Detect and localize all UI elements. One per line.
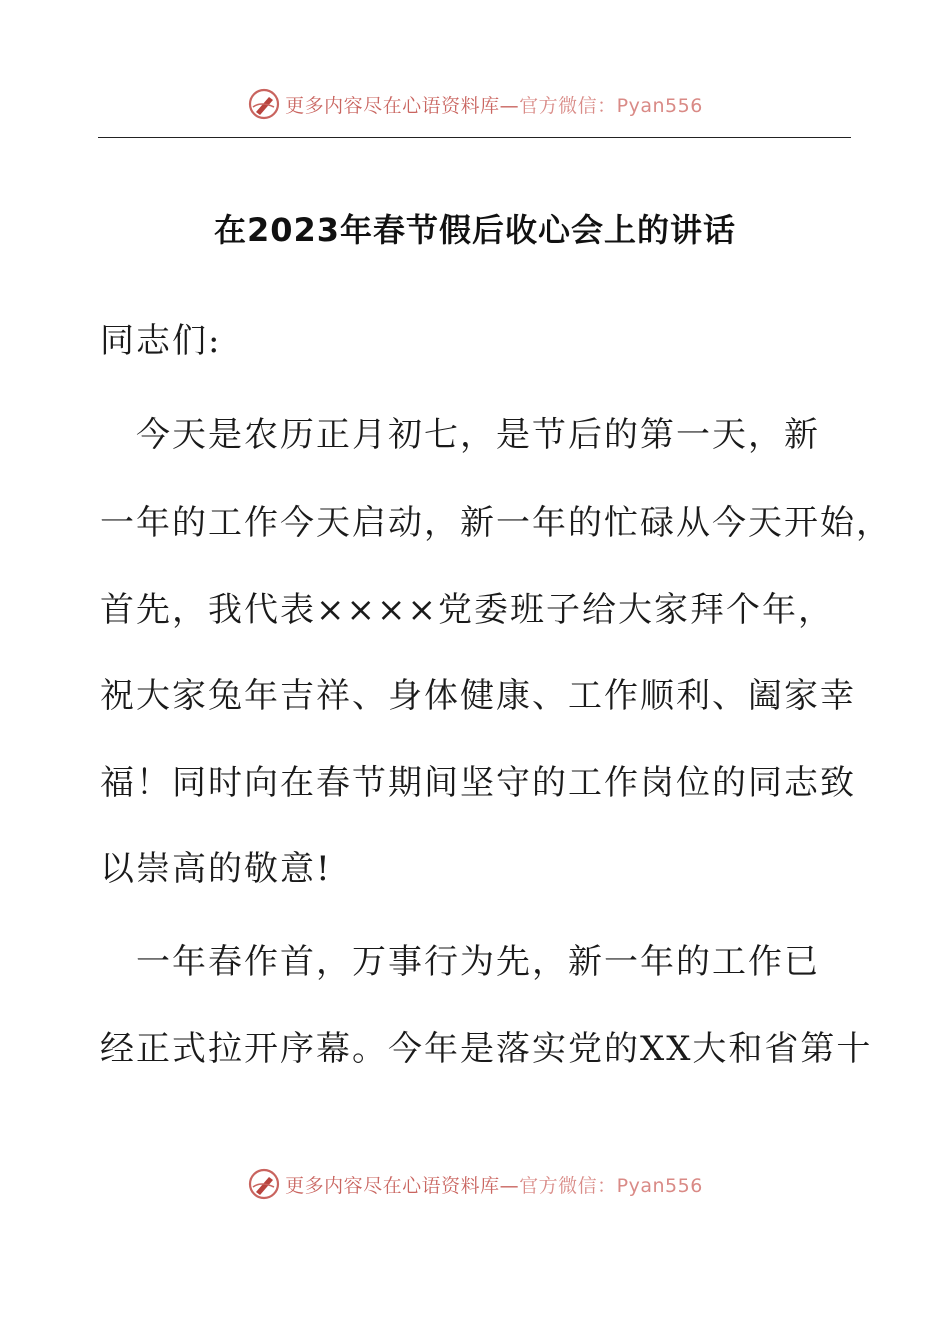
salutation: 同志们: [100,321,222,361]
body-line: 首先，我代表××××党委班子给大家拜个年， [100,590,834,630]
body-line: 一年的工作今天启动，新一年的忙碌从今天开始， [100,503,892,543]
header-banner-lead: 更多内容尽在心语资料库 [285,94,500,117]
footer-banner [0,1164,950,1204]
pen-circle-logo-icon [247,1167,281,1201]
footer-banner-lead: 更多内容尽在心语资料库 [285,1174,500,1197]
body-line: 福！同时向在春节期间坚守的工作岗位的同志致 [100,763,856,803]
header-banner-wechat: 官方微信：Pyan556 [519,94,703,117]
footer-banner-text [285,1171,703,1198]
body-line: 一年春作首，万事行为先，新一年的工作已 [100,942,820,982]
body-line: 经正式拉开序幕。今年是落实党的XX大和省第十 [100,1029,873,1069]
document-title: 在2023年春节假后收心会上的讲话 [213,211,737,249]
footer-banner-dash: — [499,1174,520,1197]
header-banner-dash: — [499,94,520,117]
body-line: 今天是农历正月初七，是节后的第一天，新 [100,415,820,455]
footer-banner-wechat: 官方微信：Pyan556 [519,1174,703,1197]
body-line: 以崇高的敬意! [100,849,332,889]
header-banner [0,84,950,124]
body-line: 祝大家兔年吉祥、身体健康、工作顺利、阖家幸 [100,676,856,716]
header-banner-text [285,91,703,118]
header-divider [98,137,851,138]
pen-circle-logo-icon [247,87,281,121]
